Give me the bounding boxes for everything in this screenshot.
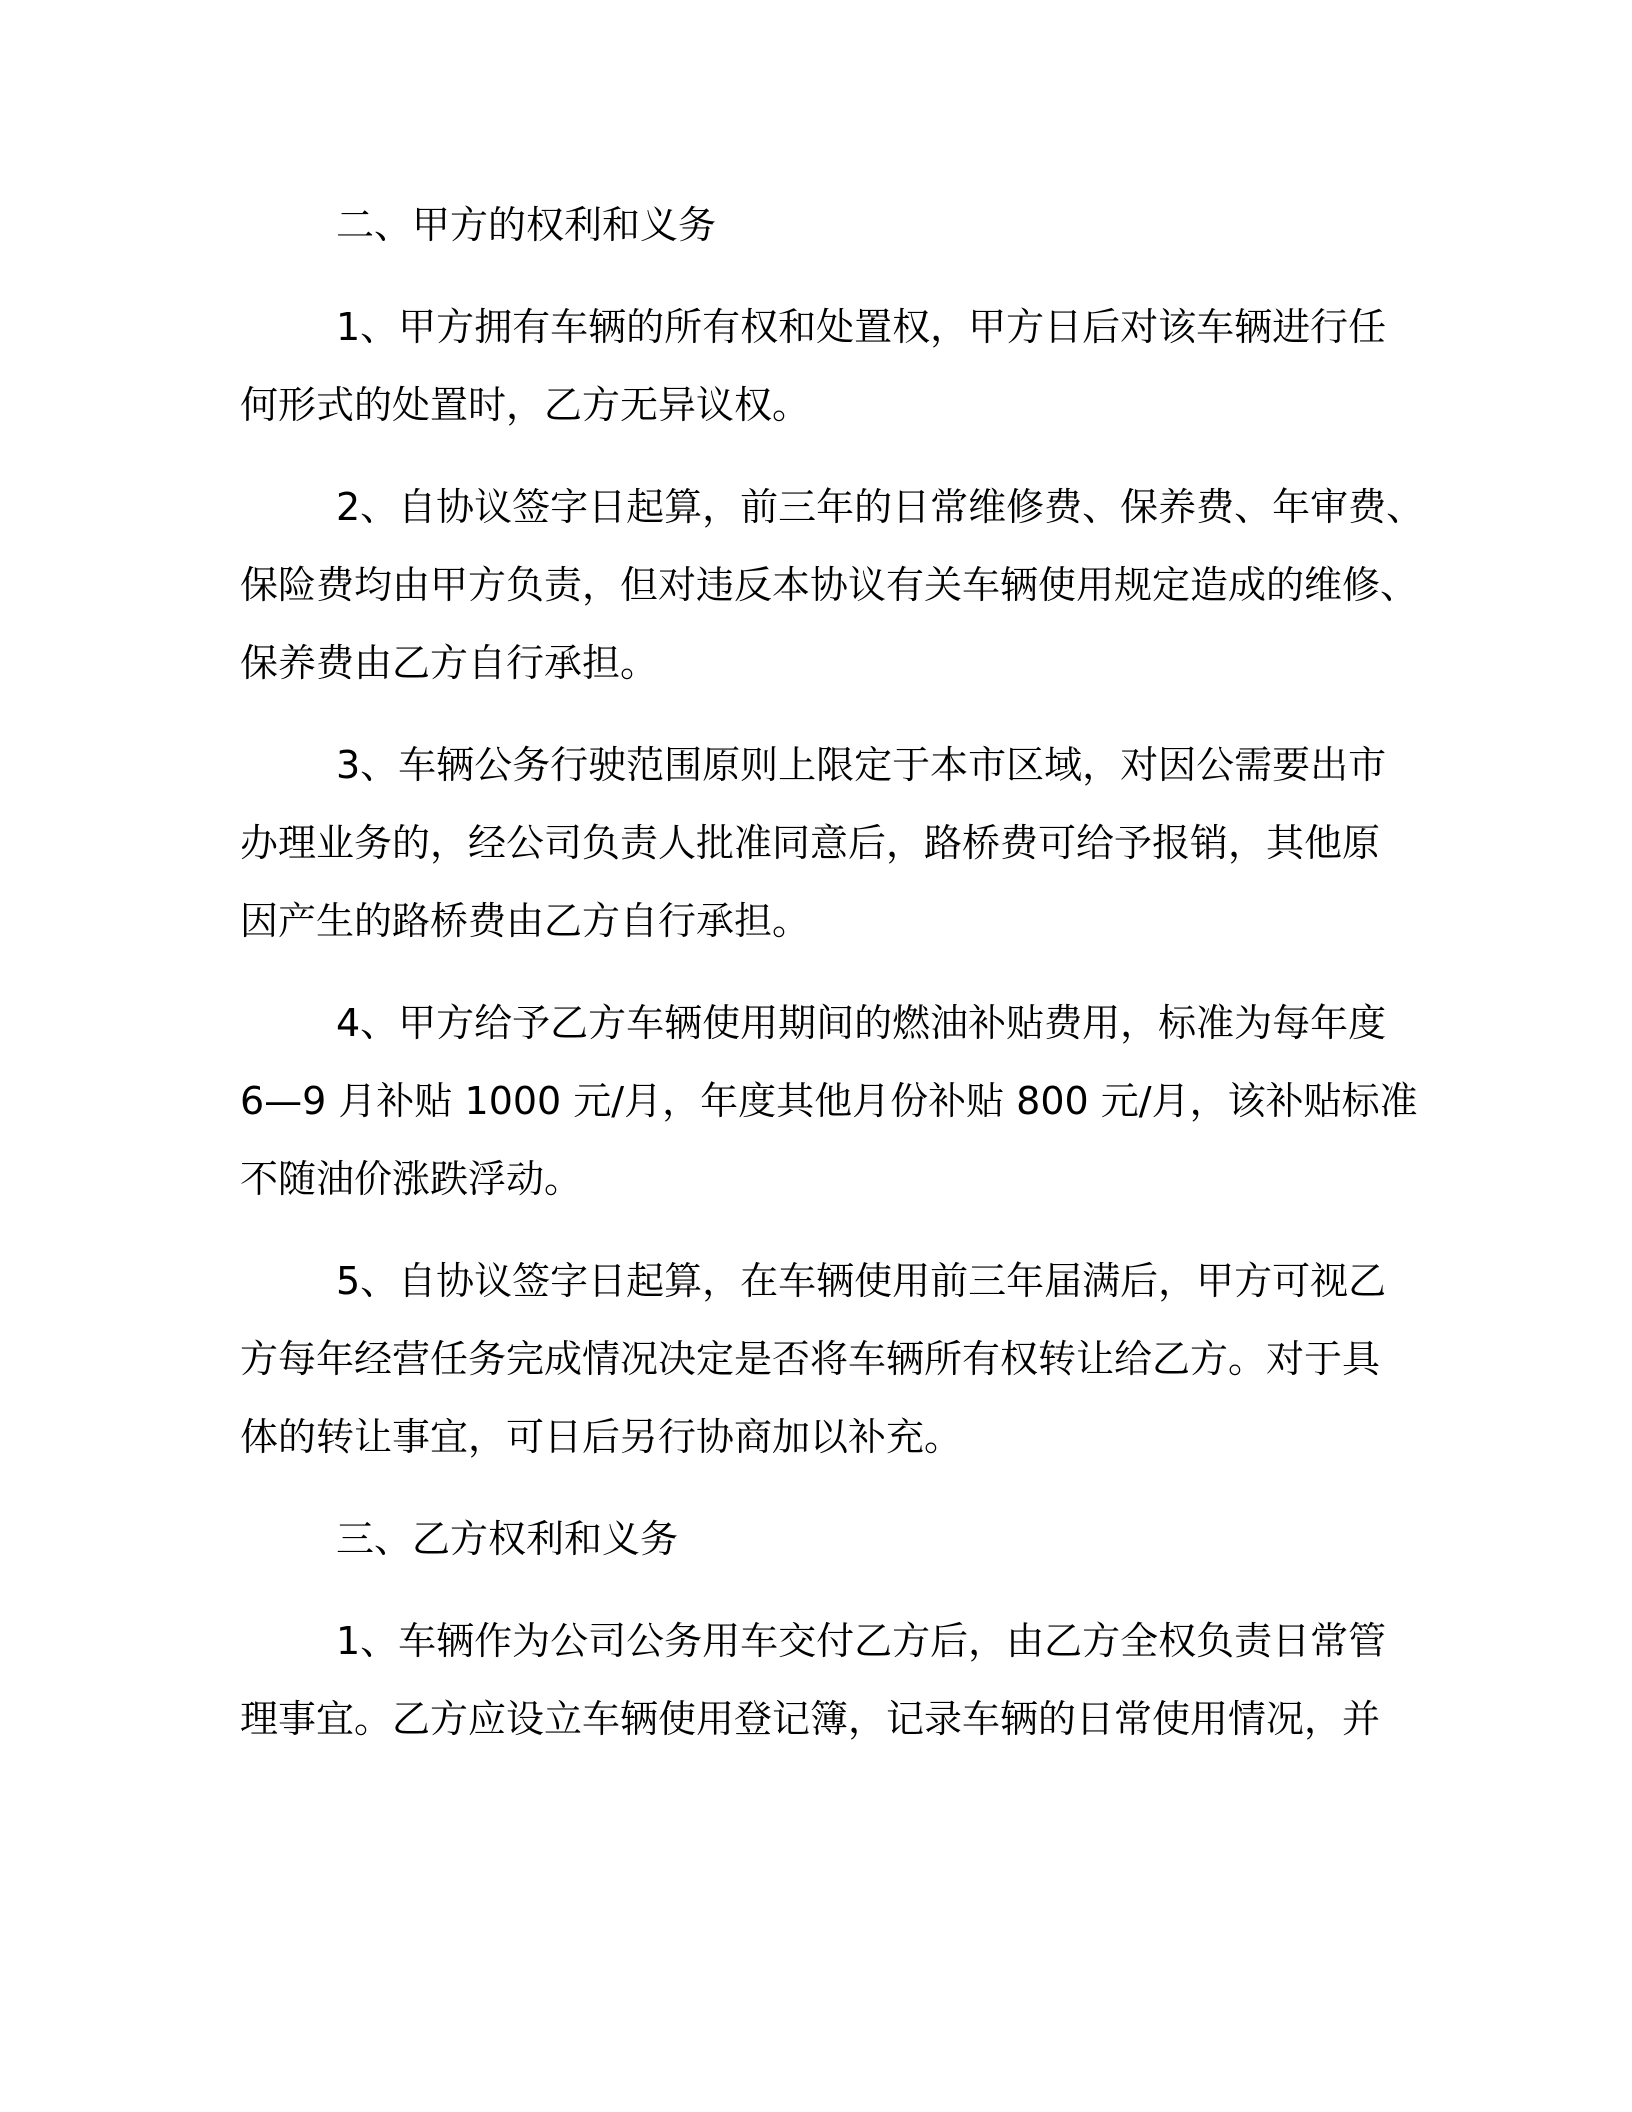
text-line: 保险费均由甲方负责，但对违反本协议有关车辆使用规定造成的维修、 [240, 563, 1419, 607]
document-page [240, 186, 1425, 1782]
text-line: 3、车辆公务行驶范围原则上限定于本市区域，对因公需要出市 [336, 743, 1387, 787]
text-line: 5、自协议签字日起算，在车辆使用前三年届满后，甲方可视乙 [336, 1259, 1387, 1303]
section-heading-party-b: 三、乙方权利和义务 [336, 1517, 679, 1561]
section-heading-party-a: 二、甲方的权利和义务 [336, 203, 717, 247]
text-line: 方每年经营任务完成情况决定是否将车辆所有权转让给乙方。对于具 [240, 1337, 1381, 1381]
clause-a-2 [240, 468, 1425, 702]
text-line: 理事宜。乙方应设立车辆使用登记簿，记录车辆的日常使用情况，并 [240, 1697, 1381, 1741]
text-line: 因产生的路桥费由乙方自行承担。 [240, 899, 811, 943]
text-line: 办理业务的，经公司负责人批准同意后，路桥费可给予报销，其他原 [240, 821, 1381, 865]
text-line: 何形式的处置时，乙方无异议权。 [240, 383, 811, 427]
text-line: 2、自协议签字日起算，前三年的日常维修费、保养费、年审费、 [336, 485, 1425, 529]
text-line: 不随油价涨跌浮动。 [240, 1157, 583, 1201]
text-line: 6—9 月补贴 1000 元/月，年度其他月份补贴 800 元/月，该补贴标准 [240, 1079, 1418, 1123]
clause-a-3 [240, 726, 1387, 960]
clause-a-4 [240, 984, 1418, 1218]
text-line: 1、甲方拥有车辆的所有权和处置权，甲方日后对该车辆进行任 [336, 305, 1387, 349]
text-line: 4、甲方给予乙方车辆使用期间的燃油补贴费用，标准为每年度 [336, 1001, 1387, 1045]
text-line: 1、车辆作为公司公务用车交付乙方后，由乙方全权负责日常管 [336, 1619, 1387, 1663]
text-line: 保养费由乙方自行承担。 [240, 641, 659, 685]
clause-b-1 [240, 1602, 1387, 1758]
clause-a-5 [240, 1242, 1387, 1476]
clause-a-1 [240, 288, 1387, 444]
text-line: 体的转让事宜，可日后另行协商加以补充。 [240, 1415, 963, 1459]
